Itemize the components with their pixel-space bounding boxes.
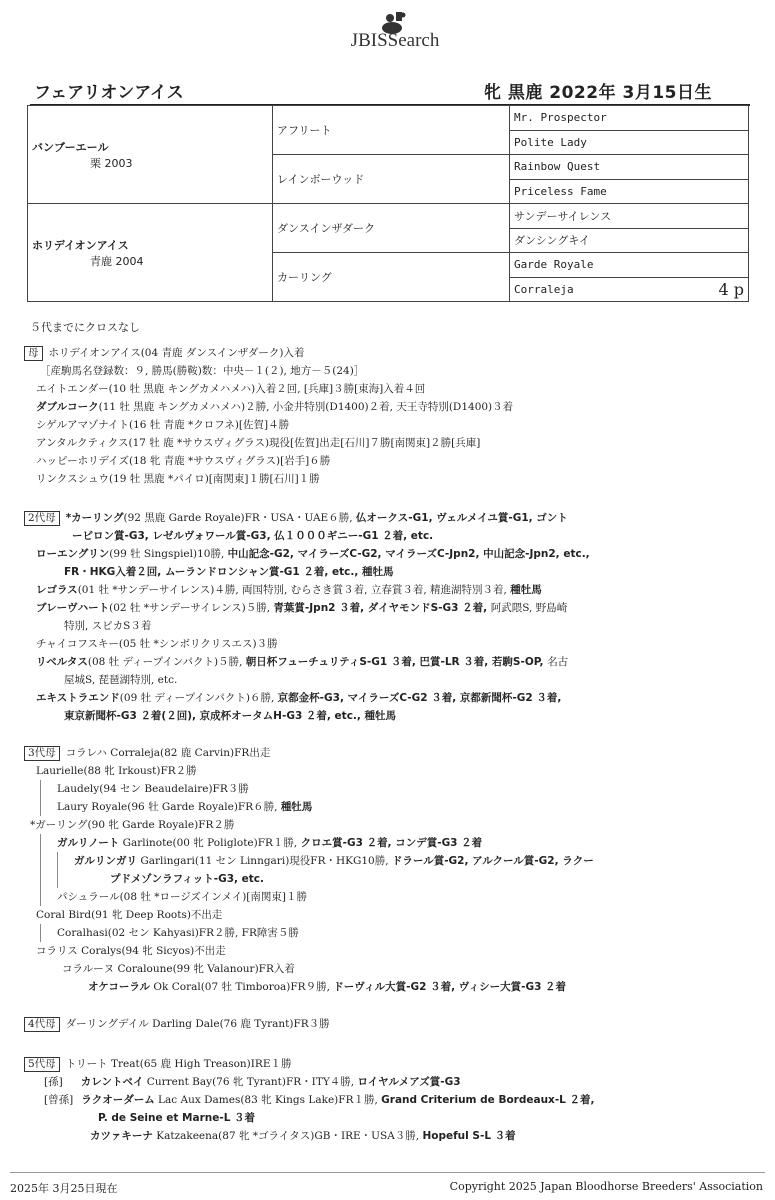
pedigree-table xyxy=(27,105,749,302)
family-line: パシュラール(08 牡 *ロージズインメイ)[南関東]１勝 xyxy=(24,888,744,906)
sire-sire: アフリート xyxy=(273,106,510,155)
family-line: *ガーリング(90 牝 Garde Royale)FR２勝 xyxy=(30,819,235,831)
record-line: リベルタス(08 牡 ディープインパクト)５勝, 朝日杯フューチュリティS-G1 ３着, 巴賞-LR ３着, 若駒S-OP, 名古 xyxy=(36,656,569,668)
section-tag: 母 xyxy=(24,346,43,361)
family-line: Laurielle(88 牝 Irkoust)FR２勝 xyxy=(36,765,197,777)
section-fourth-dam: 4代母 ダーリングデイル Darling Dale(76 鹿 Tyrant)FR３勝 xyxy=(24,1015,744,1033)
record-line: FR・HKG入着２回, ムーランドロンシャン賞-G1 ２着, etc., 種牡馬 xyxy=(64,566,394,578)
g3-cell-last xyxy=(510,277,749,302)
section-second-dam: 2代母 *カーリング(92 黒鹿 Garde Royale)FR・USA・UAE６勝, 仏オークス-G1, ヴェルメイユ賞-G1, ゴント ービロン賞-G3, レゼルヴォワール賞-G3, 仏１０００ギニー-G1 ２着, etc. ローエングリン(99 牡 Singspiel)10勝, 中山記念-G2, マイラーズC-G2, マイラーズC-Jpn2, 中山記念-Jpn2, etc., FR・HKG入着２回, ムーランドロンシャン賞-G1 ２着, etc., 種牡馬 レゴラス(01 牡 *サンデーサイレンス)４勝, 両国特別, むらさき賞３着, 立春賞３着, 精進湖特別３着, 種牡馬 ブレーヴハート(02 牡 *サンデーサイレンス)５勝, 青葉賞-Jpn2 ３着, ダイヤモンドS-G3 ２着, 阿武隈S, 野島崎 特別, スピカS３着 チャイコフスキー(05 牡 *シンボリクリスエス)３勝 リベルタス(08 牡 ディープインパクト)５勝, 朝日杯フューチュリティS-G1 ３着, 巴賞-LR ３着, 若駒S-OP, 名古 屋城S, 琵琶湖特別, etc. エキストラエンド(09 牡 ディープインパクト)６勝, 京都金杯-G3, マイラーズC-G2 ３着, 京都新聞杯-G2 ３着, 東京新聞杯-G3 ２着(２回), 京成杯オータムH-G3 ２着, etc., 種牡馬 xyxy=(24,509,744,725)
family-line: プドメゾンラフィット-G3, etc. xyxy=(24,870,744,888)
section-tag: 2代母 xyxy=(24,511,60,526)
progeny-line: アンタルクティクス(17 牡 鹿 *サウスヴィグラス)現役[佐賀]出走[石川]７勝[南関東]２勝[兵庫] xyxy=(36,437,481,449)
record-line: チャイコフスキー(05 牡 *シンボリクリスエス)３勝 xyxy=(36,638,278,650)
sire-dam: レインボーウッド xyxy=(273,155,510,204)
progeny-line: エイトエンダー(10 牡 黒鹿 キングカメハメハ)入着２回, [兵庫]３勝[東海]入着４回 xyxy=(36,383,426,395)
progeny-line: ダブルコーク(11 牡 黒鹿 キングカメハメハ)２勝, 小金井特別(D1400)２着, 天王寺特別(D1400)３着 xyxy=(36,401,514,413)
g3-cell: Priceless Fame xyxy=(510,179,749,204)
section-tag: 4代母 xyxy=(24,1017,60,1032)
g3-cell: Garde Royale xyxy=(510,253,749,278)
descendant-line: P. de Seine et Marne-L ３着 xyxy=(98,1112,256,1124)
horse-headline xyxy=(30,70,750,106)
g3-cell: ダンシングキイ xyxy=(510,228,749,253)
jbis-logo xyxy=(330,8,460,54)
record-line: ブレーヴハート(02 牡 *サンデーサイレンス)５勝, 青葉賞-Jpn2 ３着, ダイヤモンドS-G3 ２着, 阿武隈S, 野島崎 xyxy=(36,602,568,614)
section-dam xyxy=(24,344,744,488)
family-line: コラルーヌ Coraloune(99 牝 Valanour)FR入着 xyxy=(62,963,295,975)
section-tag: 3代母 xyxy=(24,746,60,761)
record-line: 屋城S, 琵琶湖特別, etc. xyxy=(64,674,178,686)
family-line: Coral Bird(91 牝 Deep Roots)不出走 xyxy=(36,909,223,921)
descendant-line: カツァキーナ Katzakeena(87 牝 *ゴライタス)GB・IRE・USA３勝, Hopeful S-L ３着 xyxy=(90,1130,516,1142)
descendant-line: [曾孫] ラクオーダーム Lac Aux Dames(83 牝 Kings Lake)FR１勝, Grand Criterium de Bordeaux-L ２着, xyxy=(44,1094,595,1106)
dam-name: ホリデイオンアイス xyxy=(32,238,129,252)
as-of-date: 2025年 3月25日現在 xyxy=(10,1182,118,1195)
g3-cell: Rainbow Quest xyxy=(510,155,749,180)
family-line: Coralhasi(02 セン Kahyasi)FR２勝, FR障害５勝 xyxy=(24,924,744,942)
horse-meta: 牝 黒鹿 2022年 3月15日生 xyxy=(483,83,712,103)
horse-name: フェアリオンアイス xyxy=(34,83,184,103)
section-tag: 5代母 xyxy=(24,1057,60,1072)
dam-line: ホリデイオンアイス(04 青鹿 ダンスインザダーク)入着 xyxy=(48,347,305,359)
record-line: 特別, スピカS３着 xyxy=(64,620,152,632)
g3-cell: サンデーサイレンス xyxy=(510,204,749,229)
copyright: Copyright 2025 Japan Bloodhorse Breeders' Association xyxy=(449,1180,763,1193)
family-line: コラリス Coralys(94 牝 Sicyos)不出走 xyxy=(36,945,226,957)
dam-info: 青鹿 2004 xyxy=(90,254,144,268)
family-line: ガルリンガリ Garlingari(11 セン Linngari)現役FR・HKG10勝, ドラール賞-G2, アルクール賞-G2, ラクー xyxy=(24,852,744,870)
dam-cell xyxy=(28,204,273,302)
record-line: ローエングリン(99 牡 Singspiel)10勝, 中山記念-G2, マイラーズC-G2, マイラーズC-Jpn2, 中山記念-Jpn2, etc., xyxy=(36,548,590,560)
family-line: Laury Royale(96 牡 Garde Royale)FR６勝, 種牡馬 xyxy=(24,798,744,816)
sire-name: バンブーエール xyxy=(32,140,109,154)
footer-divider xyxy=(10,1172,765,1173)
g3-last-name: Corraleja xyxy=(514,282,574,296)
sire-cell xyxy=(28,106,273,204)
section-fifth-dam: 5代母 トリート Treat(65 鹿 High Treason)IRE１勝 [孫] カレントベイ Current Bay(76 牝 Tyrant)FR・ITY４勝, ロイヤルメアズ賞-G3 [曾孫] ラクオーダーム Lac Aux Dames(83 牝 Kings Lake)FR１勝, Grand Criterium de Bordeaux-L ２着, P. de Seine et Marne-L ３着 カツァキーナ Katzakeena(87 牝 *ゴライタス)GB・IRE・USA３勝, Hopeful S-L ３着 xyxy=(24,1055,744,1145)
cross-note: ５代までにクロスなし xyxy=(30,321,140,334)
logo-text: JBISSearch xyxy=(350,30,440,51)
dam-dam: カーリング xyxy=(273,253,510,302)
record-line: エキストラエンド(09 牡 ディープインパクト)６勝, 京都金杯-G3, マイラーズC-G2 ３着, 京都新聞杯-G2 ３着, xyxy=(36,692,562,704)
g3-cell: Mr. Prospector xyxy=(510,106,749,131)
descendant-line: [孫] カレントベイ Current Bay(76 牝 Tyrant)FR・ITY４勝, ロイヤルメアズ賞-G3 xyxy=(44,1076,461,1088)
dam-sire: ダンスインザダーク xyxy=(273,204,510,253)
section-third-dam: 3代母 コラレハ Corraleja(82 鹿 Carvin)FR出走 Laurielle(88 牝 Irkoust)FR２勝 Laudely(94 セン Beaudelaire)FR３勝 Laury Royale(96 牡 Garde Royale)FR６勝, 種牡馬 *ガーリング(90 牝 Garde Royale)FR２勝 ガルリノート Garlinote(00 牝 Poliglote)FR１勝, クロエ賞-G3 ２着, コンデ賞-G3 ２着 ガルリンガリ Garlingari(11 セン Linngari)現役FR・HKG10勝, ドラール賞-G2, アルクール賞-G2, ラクー プドメゾンラフィット-G3, etc. パシュラール(08 牡 *ロージズインメイ)[南関東]１勝 Coral Bird(91 牝 Deep Roots)不出走 Coralhasi(02 セン Kahyasi)FR２勝, FR障害５勝 コラリス Coralys(94 牝 Sicyos)不出走 コラルーヌ Coraloune(99 牝 Valanour)FR入着 オケコーラル Ok Coral(07 牡 Timboroa)FR９勝, ドーヴィル大賞-G2 ３着, ヴィシー大賞-G3 ２着 xyxy=(24,744,744,996)
family-line: ガルリノート Garlinote(00 牝 Poliglote)FR１勝, クロエ賞-G3 ２着, コンデ賞-G3 ２着 xyxy=(24,834,744,852)
progeny-line: リンクスシュウ(19 牡 黒鹿 *パイロ)[南関東]１勝[石川]１勝 xyxy=(36,473,320,485)
progeny-line: シゲルアマゾナイト(16 牡 青鹿 *クロフネ)[佐賀]４勝 xyxy=(36,419,290,431)
family-line: オケコーラル Ok Coral(07 牡 Timboroa)FR９勝, ドーヴィル大賞-G2 ３着, ヴィシー大賞-G3 ２着 xyxy=(88,981,567,993)
g3-cell: Polite Lady xyxy=(510,130,749,155)
record-line: ービロン賞-G3, レゼルヴォワール賞-G3, 仏１０００ギニー-G1 ２着, etc. xyxy=(72,530,434,542)
record-line: レゴラス(01 牡 *サンデーサイレンス)４勝, 両国特別, むらさき賞３着, 立春賞３着, 精進湖特別３着, 種牡馬 xyxy=(36,584,542,596)
family-line: Laudely(94 セン Beaudelaire)FR３勝 xyxy=(24,780,744,798)
sire-info: 栗 2003 xyxy=(90,156,133,170)
progeny-stats: ［産駒馬名登録数：９, 勝馬(勝鞍)数：中央－１(２), 地方－５(24)］ xyxy=(40,365,365,377)
record-line: 東京新聞杯-G3 ２着(２回), 京成杯オータムH-G3 ２着, etc., 種牡馬 xyxy=(64,710,397,722)
page-mark: 4 p xyxy=(718,279,744,299)
progeny-line: ハッピーホリデイズ(18 牝 青鹿 *サウスヴィグラス)[岩手]６勝 xyxy=(36,455,331,467)
